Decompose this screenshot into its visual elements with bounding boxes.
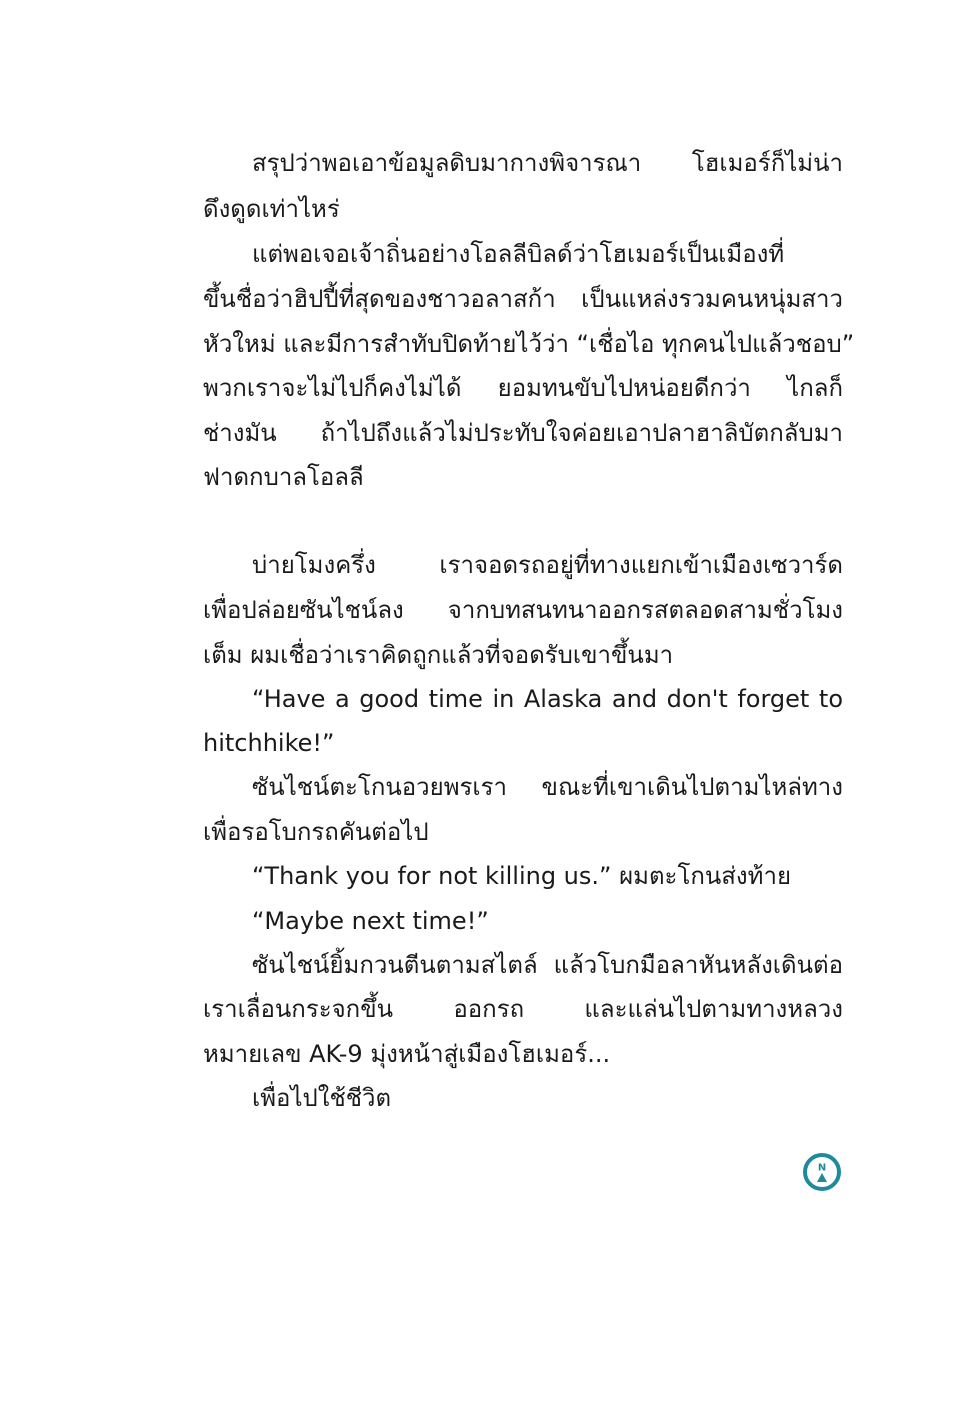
paragraph-3-line-3: เต็ม ผมเชื่อว่าเราคิดถูกแล้วที่จอดรับเขาขึ้นมา bbox=[203, 641, 674, 669]
paragraph-2-line-1: แต่พอเจอเจ้าถิ่นอย่างโอลลีบิลด์ว่าโฮเมอร์เป็นเมืองที่ bbox=[252, 240, 785, 268]
paragraph-6-line-1: “Thank you for not killing us.” ผมตะโกนส่งท้าย bbox=[252, 862, 792, 890]
compass-arrow bbox=[817, 1173, 827, 1182]
paragraph-9-line-1: เพื่อไปใช้ชีวิต bbox=[252, 1084, 392, 1112]
paragraph-5-line-2: เพื่อรอโบกรถคันต่อไป bbox=[203, 818, 429, 846]
paragraph-3-line-1: บ่ายโมงครึ่ง เราจอดรถอยู่ที่ทางแยกเข้าเมืองเซวาร์ด bbox=[252, 551, 843, 579]
paragraph-2-line-5: ช่างมัน ถ้าไปถึงแล้วไม่ประทับใจค่อยเอาปลาฮาลิบัตกลับมา bbox=[203, 419, 843, 447]
paragraph-3-line-2: เพื่อปล่อยซันไชน์ลง จากบทสนทนาออกรสตลอดสามชั่วโมง bbox=[203, 596, 843, 624]
paragraph-5-line-1: ซันไชน์ตะโกนอวยพรเรา ขณะที่เขาเดินไปตามไหล่ทาง bbox=[252, 773, 843, 801]
compass-letter: N bbox=[817, 1162, 827, 1174]
paragraph-1-line-2: ดึงดูดเท่าไหร่ bbox=[203, 195, 340, 223]
paragraph-2-line-6: ฟาดกบาลโอลลี bbox=[203, 463, 364, 491]
north-compass-end-mark-icon bbox=[802, 1152, 842, 1192]
paragraph-2-line-4: พวกเราจะไม่ไปก็คงไม่ได้ ยอมทนขับไปหน่อยดีกว่า ไกลก็ bbox=[203, 374, 843, 402]
compass-icon bbox=[802, 1152, 842, 1192]
paragraph-7-line-1: “Maybe next time!” bbox=[252, 907, 489, 935]
paragraph-1-line-1: สรุปว่าพอเอาข้อมูลดิบมากางพิจารณา โฮเมอร์ก็ไม่น่า bbox=[252, 149, 843, 177]
paragraph-8-line-1: ซันไชน์ยิ้มกวนตีนตามสไตล์ แล้วโบกมือลาหันหลังเดินต่อ bbox=[252, 951, 843, 979]
paragraph-4-line-1: “Have a good time in Alaska and don't forget to bbox=[252, 685, 843, 713]
paragraph-4-line-2: hitchhike!” bbox=[203, 729, 335, 757]
paragraph-2-line-2: ขึ้นชื่อว่าฮิปปี้ที่สุดของชาวอลาสก้า เป็นแหล่งรวมคนหนุ่มสาว bbox=[203, 285, 843, 313]
paragraph-8-line-2: เราเลื่อนกระจกขึ้น ออกรถ และแล่นไปตามทางหลวง bbox=[203, 995, 843, 1023]
paragraph-8-line-3: หมายเลข AK-9 มุ่งหน้าสู่เมืองโฮเมอร์... bbox=[203, 1040, 611, 1068]
paragraph-2-line-3: หัวใหม่ และมีการสำทับปิดท้ายไว้ว่า “เชื่อไอ ทุกคนไปแล้วชอบ” bbox=[203, 330, 855, 358]
